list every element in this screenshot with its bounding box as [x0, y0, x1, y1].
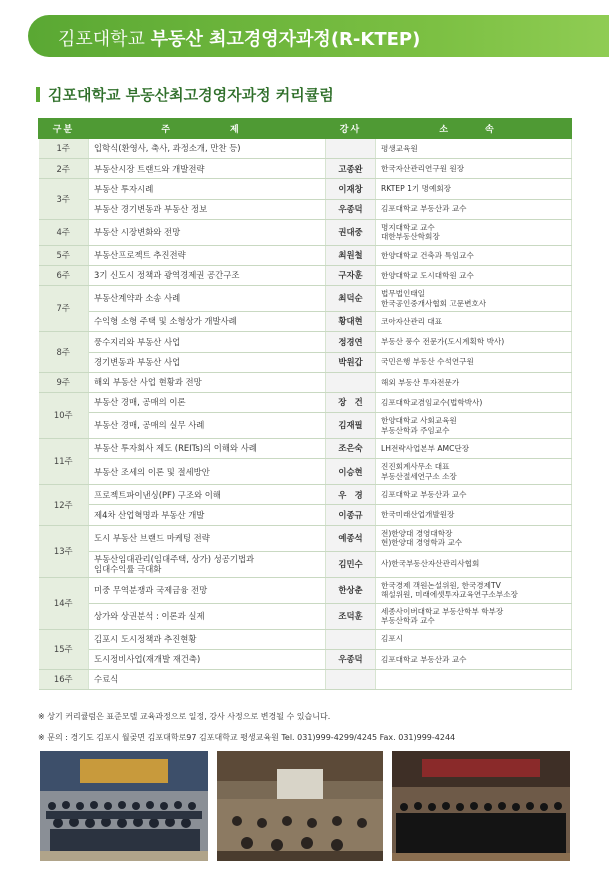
- lecturer-cell: 장 건: [326, 392, 376, 412]
- note-contact: ※ 문의 : 경기도 김포시 월곶면 김포대학로97 김포대학교 평생교육원 Tel. 031)999-4299/4245 Fax. 031)999-4244: [38, 733, 456, 742]
- lecturer-cell: [326, 629, 376, 649]
- affiliation-cell: 명지대학교 교수 대한부동산학회장: [376, 219, 572, 245]
- topic-cell: 풍수지리와 부동산 사업: [89, 332, 326, 352]
- week-cell: 9주: [39, 372, 89, 392]
- week-cell: 3주: [39, 179, 89, 219]
- lecturer-cell: 고종완: [326, 159, 376, 179]
- topic-cell: 미중 무역분쟁과 국제금융 전망: [89, 577, 326, 603]
- lecturer-cell: 우종덕: [326, 199, 376, 219]
- lecturer-cell: 권대중: [326, 219, 376, 245]
- week-cell: 5주: [39, 245, 89, 265]
- affiliation-cell: 한국자산관리연구원 원장: [376, 159, 572, 179]
- affiliation-cell: 한국미래산업개발원장: [376, 505, 572, 525]
- header-lecturer: 강사: [326, 119, 376, 139]
- affiliation-cell: RKTEP 1기 명예회장: [376, 179, 572, 199]
- affiliation-cell: 한양대학교 건축과 특임교수: [376, 245, 572, 265]
- topic-cell: 부동산임대관리(임대주택, 상가) 성공기법과 임대수익률 극대화: [89, 551, 326, 577]
- lecturer-cell: 이재창: [326, 179, 376, 199]
- table-row: [39, 265, 572, 285]
- week-cell: 12주: [39, 485, 89, 525]
- affiliation-cell: 한국경제 객원논설위원, 한국경제TV 해설위원, 미래에셋투자교육연구소부소장: [376, 577, 572, 603]
- table-row: [39, 199, 572, 219]
- lecturer-cell: 우 경: [326, 485, 376, 505]
- topic-cell: 도시정비사업(재개발 재건축): [89, 649, 326, 669]
- lecturer-cell: [326, 670, 376, 690]
- lecturer-cell: [326, 139, 376, 159]
- affiliation-cell: 법무법인태일 한국공인중개사협회 고문변호사: [376, 286, 572, 312]
- lecturer-cell: 이종규: [326, 505, 376, 525]
- week-cell: 13주: [39, 525, 89, 577]
- topic-cell: 경기변동과 부동산 사업: [89, 352, 326, 372]
- table-row: [39, 352, 572, 372]
- topic-cell: 3기 신도시 정책과 광역경제권 공간구조: [89, 265, 326, 285]
- table-row: [39, 629, 572, 649]
- table-row: [39, 392, 572, 412]
- lecturer-cell: 조덕훈: [326, 603, 376, 629]
- topic-cell: 입학식(환영사, 축사, 과정소개, 만찬 등): [89, 139, 326, 159]
- topic-cell: 부동산계약과 소송 사례: [89, 286, 326, 312]
- table-row: [39, 525, 572, 551]
- photo-lecture-hall-image: [217, 751, 383, 861]
- affiliation-cell: 김포대학교겸임교수(법학박사): [376, 392, 572, 412]
- table-row: [39, 159, 572, 179]
- week-cell: 14주: [39, 577, 89, 629]
- lecturer-cell: 구자훈: [326, 265, 376, 285]
- lecturer-cell: 최원철: [326, 245, 376, 265]
- lecturer-cell: 예종석: [326, 525, 376, 551]
- lecturer-cell: 우종덕: [326, 649, 376, 669]
- table-row: [39, 670, 572, 690]
- notes: [38, 706, 455, 748]
- table-row: [39, 372, 572, 392]
- topic-cell: 부동산시장 트랜드와 개발전략: [89, 159, 326, 179]
- lecturer-cell: 이승현: [326, 459, 376, 485]
- table-body: [39, 139, 572, 690]
- affiliation-cell: 김포대학교 부동산과 교수: [376, 485, 572, 505]
- banner-title-bold: 부동산 최고경영자과정(R-KTEP): [150, 29, 421, 50]
- affiliation-cell: 평생교육원: [376, 139, 572, 159]
- table-header-row: [39, 119, 572, 139]
- week-cell: 8주: [39, 332, 89, 372]
- week-cell: 10주: [39, 392, 89, 438]
- lecturer-cell: 박원갑: [326, 352, 376, 372]
- affiliation-cell: 한양대학교 도시대학원 교수: [376, 265, 572, 285]
- affiliation-cell: 국민은행 부동산 수석연구원: [376, 352, 572, 372]
- affiliation-cell: 해외 부동산 투자전문가: [376, 372, 572, 392]
- table-row: [39, 312, 572, 332]
- table-row: [39, 245, 572, 265]
- photo-group-ceremony: [40, 751, 208, 861]
- week-cell: 16주: [39, 670, 89, 690]
- affiliation-cell: 사)한국부동산자산관리사협회: [376, 551, 572, 577]
- lecturer-cell: 황대현: [326, 312, 376, 332]
- section-title-text: 김포대학교 부동산최고경영자과정 커리큘럼: [48, 86, 334, 104]
- lecturer-cell: [326, 372, 376, 392]
- header-affiliation: 소 속: [376, 119, 572, 139]
- table-row: [39, 179, 572, 199]
- note-schedule: ※ 상기 커리큘럼은 표준모델 교육과정으로 일정, 강사 사정으로 변경될 수 있습니다.: [38, 712, 331, 721]
- topic-cell: 프로젝트파이낸싱(PF) 구조와 이해: [89, 485, 326, 505]
- topic-cell: 부동산 경매, 공매의 이론: [89, 392, 326, 412]
- affiliation-cell: 전)한양대 경영대학장 현)한양대 경영학과 교수: [376, 525, 572, 551]
- lecturer-cell: 조은숙: [326, 439, 376, 459]
- table-row: [39, 551, 572, 577]
- topic-cell: 부동산 시장변화와 전망: [89, 219, 326, 245]
- lecturer-cell: 최덕순: [326, 286, 376, 312]
- table-row: [39, 603, 572, 629]
- curriculum-table: [38, 118, 572, 690]
- affiliation-cell: 김포대학교 부동산과 교수: [376, 199, 572, 219]
- table-row: [39, 577, 572, 603]
- affiliation-cell: 김포대학교 부동산과 교수: [376, 649, 572, 669]
- week-cell: 4주: [39, 219, 89, 245]
- header-banner: [28, 15, 609, 57]
- affiliation-cell: 김포시: [376, 629, 572, 649]
- topic-cell: 도시 부동산 브랜드 마케팅 전략: [89, 525, 326, 551]
- affiliation-cell: 진진회계사무소 대표 부동산절세연구소 소장: [376, 459, 572, 485]
- topic-cell: 수익형 소형 주택 및 소형상가 개발사례: [89, 312, 326, 332]
- table-row: [39, 649, 572, 669]
- table-row: [39, 219, 572, 245]
- table-row: [39, 413, 572, 439]
- table-row: [39, 139, 572, 159]
- lecturer-cell: 김재필: [326, 413, 376, 439]
- header-topic: 주 제: [89, 119, 326, 139]
- topic-cell: 해외 부동산 사업 현황과 전망: [89, 372, 326, 392]
- topic-cell: 상가와 상권분석 : 이론과 실제: [89, 603, 326, 629]
- week-cell: 1주: [39, 139, 89, 159]
- affiliation-cell: [376, 670, 572, 690]
- section-title: [36, 84, 334, 105]
- table-row: [39, 439, 572, 459]
- photo-graduation: [392, 751, 570, 861]
- topic-cell: 제4차 산업혁명과 부동산 개발: [89, 505, 326, 525]
- affiliation-cell: 세종사이버대학교 부동산학부 학부장 부동산학과 교수: [376, 603, 572, 629]
- table-row: [39, 332, 572, 352]
- week-cell: 7주: [39, 286, 89, 332]
- lecturer-cell: 김민수: [326, 551, 376, 577]
- affiliation-cell: 한양대학교 사회교육원 부동산학과 주임교수: [376, 413, 572, 439]
- header-week: 구분: [39, 119, 89, 139]
- week-cell: 11주: [39, 439, 89, 485]
- week-cell: 15주: [39, 629, 89, 669]
- week-cell: 2주: [39, 159, 89, 179]
- table-row: [39, 286, 572, 312]
- affiliation-cell: 코아자산관리 대표: [376, 312, 572, 332]
- affiliation-cell: LH전략사업본부 AMC단장: [376, 439, 572, 459]
- table-row: [39, 485, 572, 505]
- photo-group-ceremony-image: [40, 751, 208, 861]
- topic-cell: 부동산 경매, 공매의 실무 사례: [89, 413, 326, 439]
- table-row: [39, 505, 572, 525]
- table-row: [39, 459, 572, 485]
- lecturer-cell: 한상춘: [326, 577, 376, 603]
- topic-cell: 부동산 투자시례: [89, 179, 326, 199]
- topic-cell: 부동산 경기변동과 부동산 정보: [89, 199, 326, 219]
- photo-lecture-hall: [217, 751, 383, 861]
- week-cell: 6주: [39, 265, 89, 285]
- topic-cell: 김포시 도시정책과 추진현황: [89, 629, 326, 649]
- photo-graduation-image: [392, 751, 570, 861]
- section-title-bar: [36, 87, 40, 102]
- topic-cell: 부동산프로젝트 추진전략: [89, 245, 326, 265]
- banner-title-light: 김포대학교: [58, 29, 151, 50]
- topic-cell: 부동산 투자회사 제도 (REITs)의 이해와 사례: [89, 439, 326, 459]
- affiliation-cell: 부동산 풍수 전문가(도시계획학 박사): [376, 332, 572, 352]
- banner-title: [58, 25, 420, 51]
- topic-cell: 수료식: [89, 670, 326, 690]
- lecturer-cell: 정경연: [326, 332, 376, 352]
- topic-cell: 부동산 조세의 이론 및 절세방안: [89, 459, 326, 485]
